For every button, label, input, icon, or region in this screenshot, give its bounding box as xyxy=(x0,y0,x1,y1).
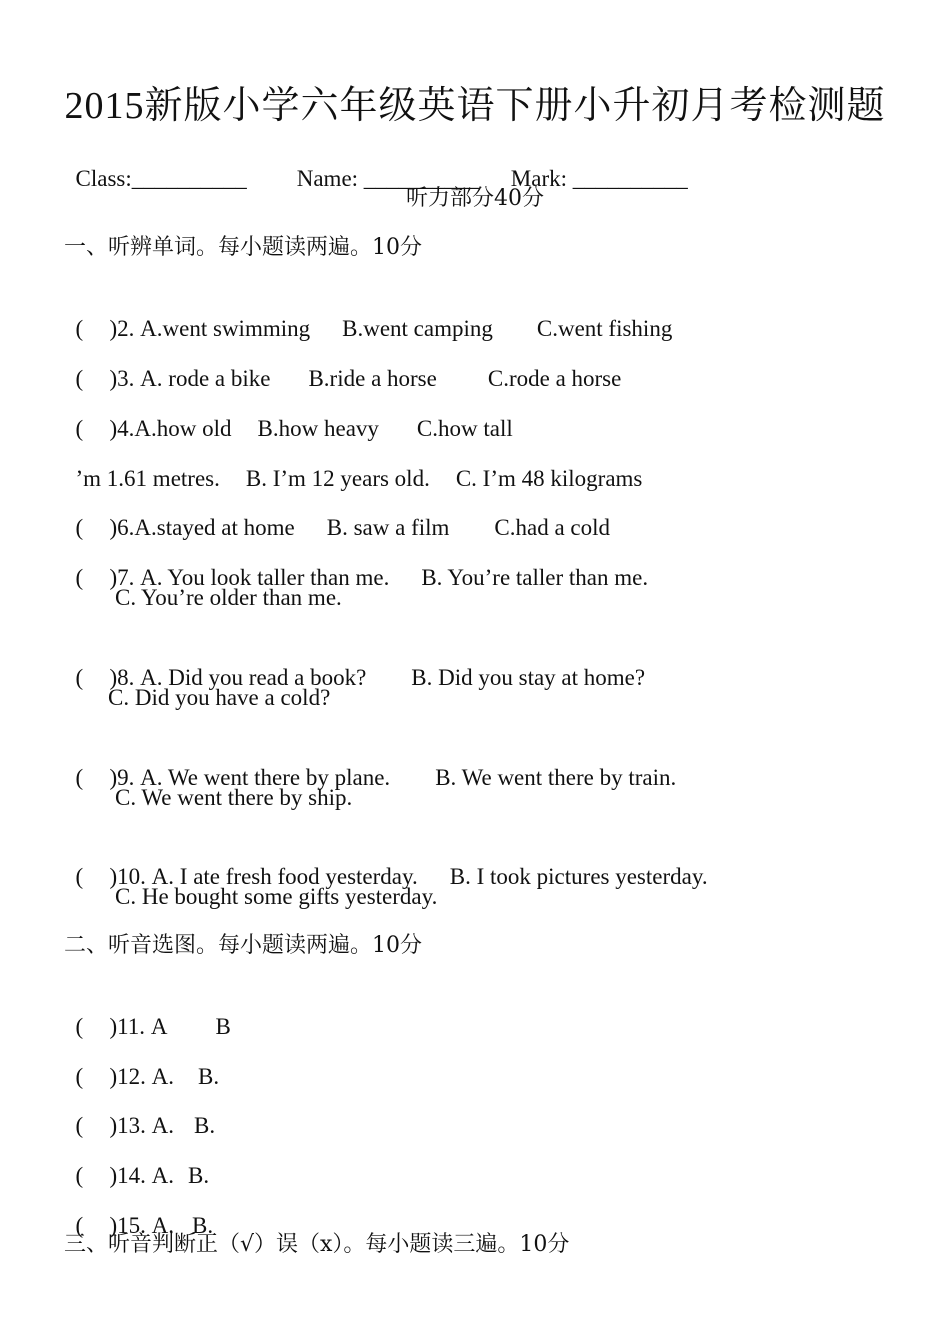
question-9-option-c: C. We went there by ship. xyxy=(115,785,353,810)
option-b: B.went camping xyxy=(342,316,493,341)
option-b: B. xyxy=(198,1064,220,1089)
question-number: )15. xyxy=(109,1213,146,1238)
answer-blank[interactable]: ( xyxy=(75,1213,84,1238)
answer-blank[interactable]: ( xyxy=(75,1064,84,1089)
option-c: C.rode a horse xyxy=(487,366,622,391)
option-b: B.how heavy xyxy=(257,416,379,441)
answer-blank[interactable]: ( xyxy=(75,1163,84,1188)
question-number: )13. xyxy=(109,1113,146,1138)
option-b: B. I took pictures yesterday. xyxy=(449,864,708,889)
option-c: C.how tall xyxy=(416,416,513,441)
question-number: )7. xyxy=(109,565,135,590)
option-a: A xyxy=(150,1014,168,1039)
question-8-option-c: C. Did you have a cold? xyxy=(108,685,331,710)
question-number: )3. xyxy=(109,366,135,391)
option-b: B. saw a film xyxy=(326,515,450,540)
option-b: B. Did you stay at home? xyxy=(411,665,646,690)
listening-heading: 听力部分40分 xyxy=(406,186,544,211)
answer-blank[interactable]: ( xyxy=(75,765,84,790)
answer-blank[interactable]: ( xyxy=(75,1113,84,1138)
answer-blank[interactable]: ( xyxy=(75,864,84,889)
option-a: A.went swimming xyxy=(140,316,311,341)
question-number: )12. xyxy=(109,1064,146,1089)
page-title: 2015新版小学六年级英语下册小升初月考检测题 xyxy=(64,85,886,127)
question-number: )9. xyxy=(109,765,135,790)
question-10-option-c: C. He bought some gifts yesterday. xyxy=(115,884,438,909)
option-b: B. You’re taller than me. xyxy=(421,565,649,590)
answer-blank[interactable]: ( xyxy=(75,416,84,441)
question-number: )10. xyxy=(109,864,146,889)
option-a: A. xyxy=(151,1213,175,1238)
question-number: )11. xyxy=(109,1014,146,1039)
option-a: A. xyxy=(151,1163,175,1188)
section1-heading: 一、听辨单词。每小题读两遍。10分 xyxy=(64,235,422,260)
answer-blank[interactable]: ( xyxy=(75,316,84,341)
mark-field[interactable]: Mark: __________ xyxy=(510,166,688,191)
question-number: )6. xyxy=(109,515,135,540)
question-number: )4. xyxy=(109,416,135,441)
option-b: B. I’m 12 years old. xyxy=(245,466,430,491)
option-a: A. I ate fresh food yesterday. xyxy=(151,864,418,889)
option-b: B.ride a horse xyxy=(308,366,437,391)
option-b: B. xyxy=(194,1113,216,1138)
option-c: C.went fishing xyxy=(536,316,673,341)
option-b: B xyxy=(215,1014,231,1039)
question-number: )2. xyxy=(109,316,135,341)
answer-blank[interactable]: ( xyxy=(75,1014,84,1039)
option-a: A. rode a bike xyxy=(140,366,271,391)
answer-blank[interactable]: ( xyxy=(75,366,84,391)
option-a: A. Did you read a book? xyxy=(140,665,367,690)
answer-blank[interactable]: ( xyxy=(75,515,84,540)
section3-heading: 三、听音判断正（√）误（x）。每小题读三遍。10分 xyxy=(64,1232,570,1257)
option-c: C. I’m 48 kilograms xyxy=(455,466,643,491)
answer-blank[interactable]: ( xyxy=(75,565,84,590)
option-a: A. You look taller than me. xyxy=(140,565,390,590)
option-a: ’m 1.61 metres. xyxy=(75,466,220,491)
option-a: A. xyxy=(151,1113,175,1138)
question-7-option-c: C. You’re older than me. xyxy=(115,585,342,610)
question-number: )8. xyxy=(109,665,135,690)
option-a: A. xyxy=(151,1064,175,1089)
option-b: B. We went there by train. xyxy=(435,765,677,790)
section2-heading: 二、听音选图。每小题读两遍。10分 xyxy=(64,933,422,958)
question-number: )14. xyxy=(109,1163,146,1188)
option-a: A. We went there by plane. xyxy=(140,765,391,790)
option-b: B. xyxy=(188,1163,210,1188)
option-a: A.stayed at home xyxy=(134,515,295,540)
name-field[interactable]: Name: __________ xyxy=(296,166,479,191)
option-c: C.had a cold xyxy=(494,515,611,540)
class-field[interactable]: Class:__________ xyxy=(75,166,247,191)
option-a: A.how old xyxy=(134,416,232,441)
option-b: B. xyxy=(192,1213,214,1238)
answer-blank[interactable]: ( xyxy=(75,665,84,690)
